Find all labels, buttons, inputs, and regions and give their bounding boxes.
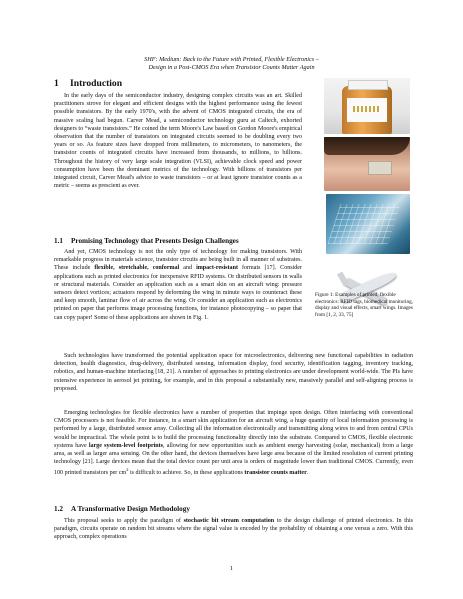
subsection-1-1-heading — [54, 237, 239, 246]
emphasis-impact-resistant: impact-resistant — [196, 265, 238, 272]
text-span: formats [17]. Consider applications such as printed electronics for inexpensive RFID systems. Or distributed sensors in walls or structural materials. Consider an application such as a smart skin on an aircraft wing: pressure sensors detect vortices; actuators respond by deforming the wing in minute ways to counteract these and keep smooth, laminar flow of air across the wing. Or consider an application such as electronics printed on paper that performs image processing functions, for instance photocopying – so paper that can copy paper! Some of these applications are shown in Fig. 1. — [54, 265, 302, 321]
text-span: to the design challenge of printed electronics. In this paradigm, circuits operate on random bit streams where the signal value is encoded by the probability of obtaining a one versus a zero. With this approach, complex operations — [54, 518, 413, 541]
page-number: 1 — [229, 565, 234, 572]
figure-1-caption: Figure 1: Examples of printed, flexible electronics: RFID tags, biomedical monitoring, display and visual effects, smart wings. Images from [1, 2, 33, 75] — [315, 292, 413, 319]
running-header — [40, 56, 423, 72]
text-span: is difficult to achieve. So, in these applications — [128, 470, 245, 477]
paragraph-1-1-a — [54, 248, 302, 322]
emphasis-stochastic: stochastic bit stream computation — [183, 518, 275, 524]
emphasis-flexible: flexible, stretchable, conformal — [94, 265, 180, 272]
paragraph-1-1-b: Such technologies have transformed the potential application space for microelectronics, delivering new functional capabilities in radiation detection, health diagnostics, drug-delivery, distributed sensing, information display, food security, identification tagging, inventory tracking, robotics, and human-machine interfacing [18, 21]. A number of approaches to printing electronics are under development world-wide. The PIs have extensive experience in aerosol jet printing, for example, and in this proposal a substantially new, massively parallel and self-aligning process is proposed. — [54, 353, 413, 392]
text-span: and — [179, 265, 197, 272]
section-1-heading — [54, 78, 122, 90]
subsection-1-2-heading — [54, 505, 190, 514]
flexible-display-image — [326, 194, 410, 254]
text-span: This proposal seeks to apply the paradigm of — [64, 518, 184, 524]
subsection-number: 1.2 — [54, 505, 63, 513]
subsection-number: 1.1 — [54, 237, 63, 245]
sensor-patch-shape — [368, 161, 392, 175]
subsection-title: Promising Technology that Presents Design Challenges — [71, 237, 239, 245]
emphasis-transistor-counts: transistor counts matter — [244, 470, 307, 477]
emphasis-footprints: large system-level footprints — [88, 442, 164, 449]
paragraph-1-1-c — [54, 409, 413, 478]
circuit-grid-shape — [328, 204, 401, 244]
text-span: , allowing for new opportunities such as ambient energy harvesting (solar, mechanical) from a large area, as well as larger area sensing. On the other hand, the devices themselves have large area because of the limited resolution of current printing technology [21]. Large devices mean that the total device count per unit area is orders of magnitude lower than traditional CMOS. Currently, even 100 printed transistors per cm — [54, 442, 414, 477]
section-number: 1 — [54, 78, 59, 89]
header-line-1: SHF: Medium: Back to the Future with Printed, Flexible Electronics – — [144, 56, 319, 63]
biomedical-monitoring-image — [324, 137, 410, 191]
text-span: . — [306, 470, 309, 477]
section-title: Introduction — [70, 78, 123, 89]
superscript: 2 — [126, 467, 129, 473]
text-span: And yet, CMOS technology is not the only type of technology for making transistors. With remarkable progress in materials science, transistor circuits are being built in all manner of substrates. These include — [54, 249, 302, 272]
header-line-2: Design in a Post-CMOS Era when Transistor Counts Matter Again — [148, 64, 315, 72]
rfid-tag-image — [324, 78, 410, 134]
subsection-title: A Transformative Design Methodology — [71, 505, 190, 513]
intro-paragraph: In the early days of the semiconductor industry, designing complex circuits was an art. Skilled practitioners strove for elegant and efficient designs with the highest performance using the fewest possible transistors. By the early 1970's, with the advent of CMOS integrated circuits, the era of massive scaling had begun. Carver Mead, a semiconductor technology guru at Caltech, exhorted designers to “waste transistors.” He coined the term Moore's Law based on Gordon Moore's empirical observation that the number of transistors on integrated circuits seemed to be doubling every two years or so. As feature sizes have dropped from millimeters, to micrometers, to nanometers, the transistor counts of integrated circuits have increased from thousands, to millions, to billions. Throughout the history of very large scale integration (VLSI), achievable clock speed and power consumption have been the dominant metrics of the technology. With billions of transistors per integrated circuit, Carver Mead's advice to waste transistors – or at least ignore transistor counts as a metric – seems as prescient as ever. — [54, 93, 302, 190]
hair-shape — [324, 137, 410, 155]
bottle-cap-shape — [348, 80, 388, 90]
paragraph-1-2 — [54, 517, 413, 542]
text-span: Emerging technologies for flexible electronics have a number of properties that impinge upon design. Often interfacing with conventional CMOS processors is not feasible. For instance, in a smart skin application for an aircraft wing, a huge quantity of local information processing is performed by a large, distributed sensor array. Collecting all the information electronically and transmitting along wires to and from central CPUs would be impractical. The whole point is to build the processing functionality directly into the substrate. Compared to CMOS, flexible electronic systems have — [54, 410, 413, 449]
rfid-label-shape — [347, 98, 387, 122]
